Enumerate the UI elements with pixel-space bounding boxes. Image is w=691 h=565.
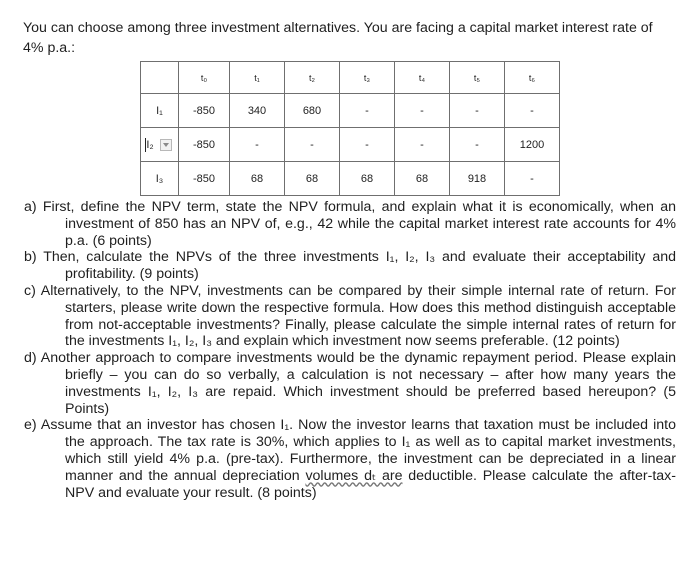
question-list [24,199,676,501]
table-cell: 1200 [505,128,560,162]
table-row [141,128,560,162]
table-cell: 68 [395,162,450,196]
row-options-dropdown-icon[interactable] [160,139,172,151]
table-cell: - [505,94,560,128]
table-row [141,94,560,128]
table-cell: - [505,162,560,196]
question-e-text-1: e) Assume that an investor has chosen I₁. Now the investor learns that taxation must be included into the approach. The tax rate is 30%, which applies to I₁ as well as to capital market investments, which still yield 4% p.a. (pre-tax). Furthermore, the investment can be depreciated in a linear manner and the annual depreciation [24,417,676,484]
table-cell: - [340,128,395,162]
row-label-i1: I₁ [141,94,179,128]
question-a: a) First, define the NPV term, state the NPV formula, and explain what it is economically, when an investment of 850 has an NPV of, e.g., 42 while the capital market interest rate accounts for 4% p.a. (6 points) [24,199,676,249]
table-cell: -850 [179,94,230,128]
table-cell: 68 [285,162,340,196]
table-cell: - [340,94,395,128]
row-label-cell-i2[interactable] [141,128,179,162]
header-t6: t₆ [505,62,560,94]
spellcheck-underlined-text[interactable]: volumes dₜ are [305,467,403,484]
investment-table [140,61,560,196]
table-cell: 918 [450,162,505,196]
row-label-i2: I₂ [146,138,154,151]
table-cell: - [450,94,505,128]
row-label-i3: I₃ [141,162,179,196]
table-cell: - [230,128,285,162]
header-t0: t₀ [179,62,230,94]
intro-text: You can choose among three investment alternatives. You are facing a capital market interest rate of 4% p.a.: [23,20,653,56]
header-t5: t₅ [450,62,505,94]
table-row [141,162,560,196]
table-cell: - [450,128,505,162]
header-t2: t₂ [285,62,340,94]
table-cell: - [395,128,450,162]
header-t4: t₄ [395,62,450,94]
question-b: b) Then, calculate the NPVs of the three investments I₁, I₂, I₃ and evaluate their acceptability and profitability. (9 points) [24,249,676,283]
table-cell: 680 [285,94,340,128]
table-cell: -850 [179,128,230,162]
header-t3: t₃ [340,62,395,94]
table-cell: - [285,128,340,162]
table-cell: -850 [179,162,230,196]
table-cell: - [395,94,450,128]
question-c: c) Alternatively, to the NPV, investments can be compared by their simple internal rate of return. For starters, please write down the respective formula. How does this method distinguish acceptable from not-acceptable investments? Finally, please calculate the simple internal rates of return for the investments I₁, I₂, I₃ and explain which investment now seems preferable. (12 points) [24,282,676,350]
table-cell: 68 [230,162,285,196]
question-e [24,417,676,501]
table-header-row [141,62,560,94]
table-corner-cell [141,62,179,94]
table-cell: 340 [230,94,285,128]
question-e-text-2: deductible. Please calculate the after-tax-NPV and evaluate your result. (8 points) [65,467,676,501]
table-cell: 68 [340,162,395,196]
question-d: d) Another approach to compare investments would be the dynamic repayment period. Please explain briefly – you can do so verbally, a calculation is not necessary – after how many years the investments I₁, I₂, I₃ are repaid. Which investment should be preferred based hereupon? (5 Points) [24,350,676,417]
header-t1: t₁ [230,62,285,94]
